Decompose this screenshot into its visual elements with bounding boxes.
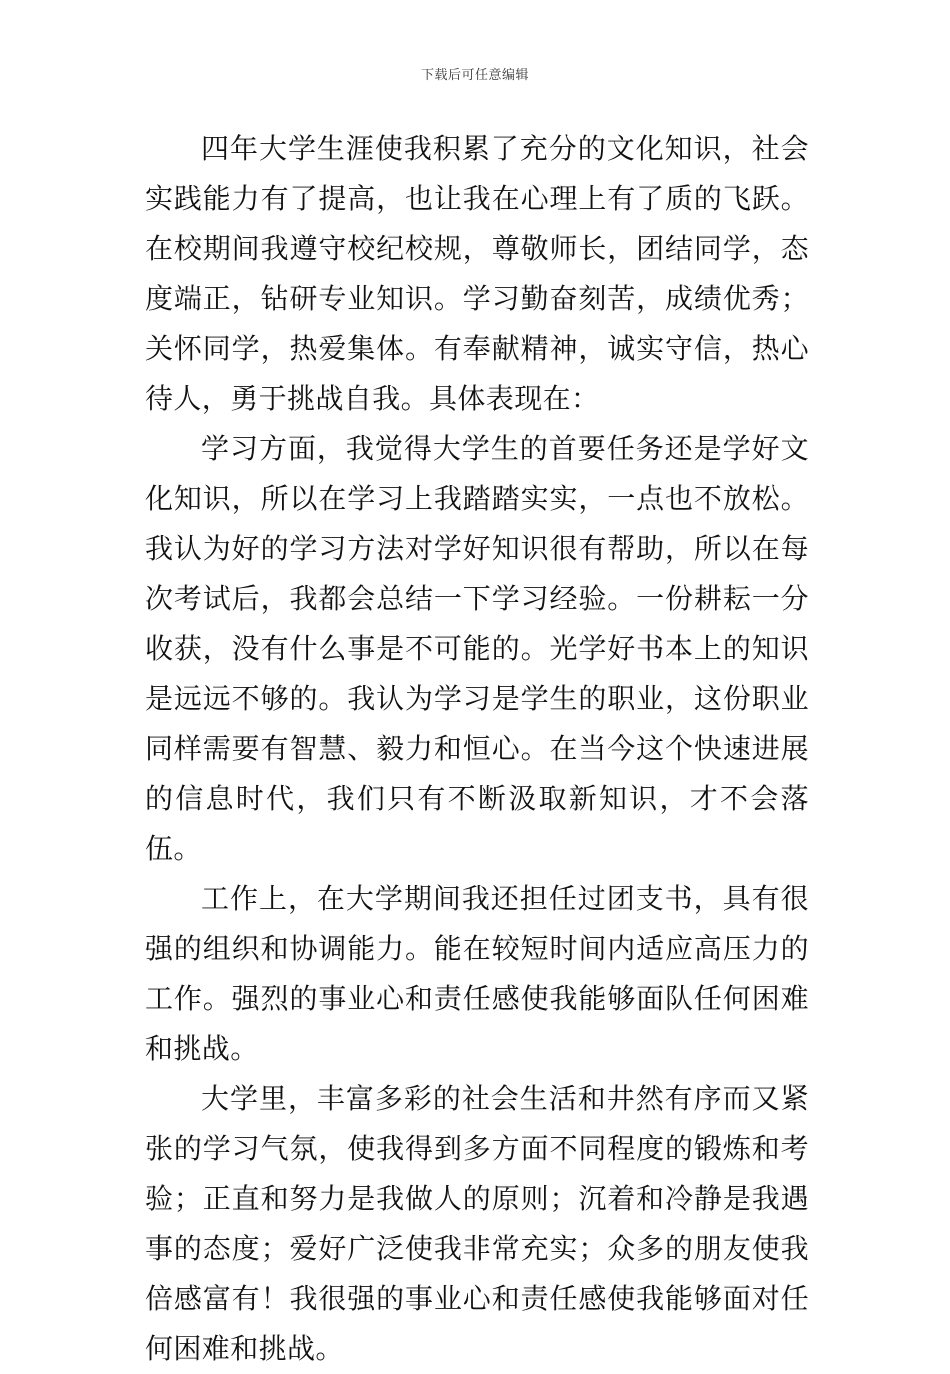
header-note: 下载后可任意编辑 [420,68,529,83]
paragraph-work: 工作上，在大学期间我还担任过团支书，具有很强的组织和协调能力。能在较短时间内适应高压力的工作。强烈的事业心和责任感使我能够面队任何困难和挑战。 [145,882,809,1065]
paragraph-intro: 四年大学生涯使我积累了充分的文化知识，社会实践能力有了提高，也让我在心理上有了质的飞跃。在校期间我遵守校纪校规，尊敬师长，团结同学，态度端正，钻研专业知识。学习勤奋刻苦，成绩优秀；关怀同学，热爱集体。有奉献精神，诚实守信，热心待人，勇于挑战自我。具体表现在： [145,132,809,415]
paragraph-study: 学习方面，我觉得大学生的首要任务还是学好文化知识，所以在学习上我踏踏实实，一点也不放松。我认为好的学习方法对学好知识很有帮助，所以在每次考试后，我都会总结一下学习经验。一份耕耘一分收获，没有什么事是不可能的。光学好书本上的知识是远远不够的。我认为学习是学生的职业，这份职业同样需要有智慧、毅力和恒心。在当今这个快速进展的信息时代，我们只有不断汲取新知识，才不会落伍。 [145,432,809,865]
paragraph-university-life: 大学里，丰富多彩的社会生活和井然有序而又紧张的学习气氛，使我得到多方面不同程度的锻炼和考验；正直和努力是我做人的原则；沉着和冷静是我遇事的态度；爱好广泛使我非常充实；众多的朋友使我倍感富有！我很强的事业心和责任感使我能够面对任何困难和挑战。 [145,1082,809,1365]
document-body [145,124,809,1374]
